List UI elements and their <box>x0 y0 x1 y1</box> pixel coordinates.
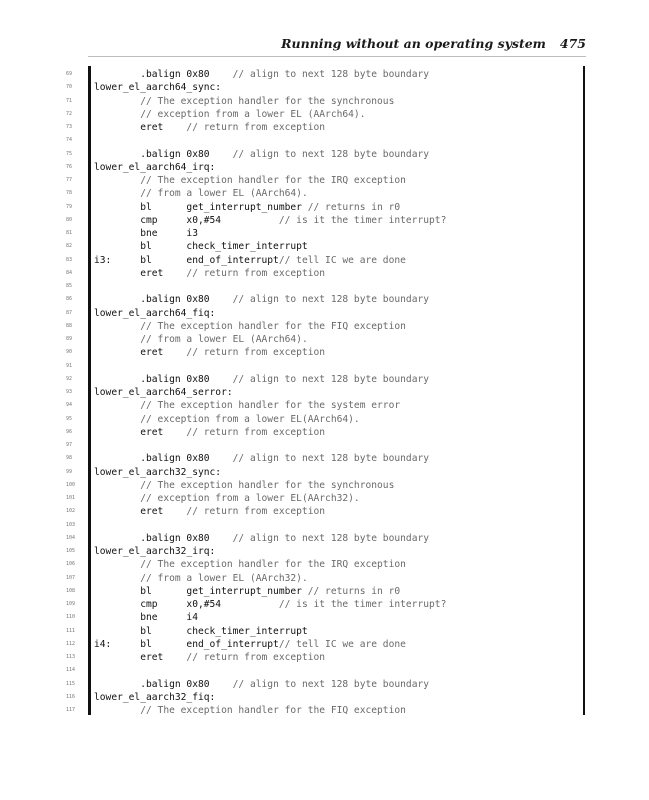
code-text <box>94 532 429 545</box>
code-instruction: bl get_interrupt_number <box>94 201 302 213</box>
code-instruction: lower_el_aarch64_serror: <box>94 387 233 398</box>
code-instruction <box>94 334 140 345</box>
code-line <box>0 240 649 253</box>
code-instruction: .balign 0x80 <box>94 678 210 690</box>
line-number: 114 <box>66 667 76 674</box>
code-line <box>0 201 649 214</box>
line-number: 107 <box>66 574 76 581</box>
line-number: 100 <box>66 481 76 488</box>
code-text <box>94 346 325 359</box>
code-text <box>94 585 400 598</box>
line-number: 96 <box>66 428 73 435</box>
code-instruction: .balign 0x80 <box>94 69 210 80</box>
code-comment: // The exception handler for the synchronous <box>140 479 395 491</box>
code-instruction <box>94 321 140 332</box>
code-instruction <box>94 96 140 107</box>
code-line <box>0 505 649 518</box>
code-text <box>94 307 215 320</box>
code-instruction: cmp x0,#54 <box>94 599 222 610</box>
line-number: 80 <box>66 216 73 223</box>
code-line <box>0 360 649 373</box>
code-line <box>0 254 649 267</box>
code-line <box>0 148 649 161</box>
line-number: 79 <box>66 203 73 210</box>
code-instruction: eret <box>94 506 164 518</box>
code-comment: // The exception handler for the FIQ exception <box>140 320 406 332</box>
line-number: 92 <box>66 375 73 382</box>
code-comment: // return from exception <box>163 426 326 438</box>
code-instruction <box>94 705 140 716</box>
code-instruction <box>94 559 140 570</box>
code-comment: // return from exception <box>163 506 326 518</box>
code-text <box>94 452 429 465</box>
code-instruction: i4: bl end_of_interrupt <box>94 638 279 650</box>
line-number: 73 <box>66 124 73 130</box>
code-comment: // return from exception <box>163 347 326 359</box>
code-comment: // The exception handler for the system error <box>140 400 401 412</box>
code-comment: // tell IC we are done <box>278 638 406 650</box>
code-line <box>0 611 649 624</box>
code-line <box>0 214 649 227</box>
code-text <box>94 638 406 651</box>
code-line <box>0 638 649 651</box>
line-number: 117 <box>66 707 76 713</box>
line-number: 106 <box>66 561 76 568</box>
code-instruction: .balign 0x80 <box>94 148 210 160</box>
code-line <box>0 174 649 187</box>
code-line <box>0 439 649 452</box>
code-instruction: bl get_interrupt_number <box>94 585 302 597</box>
line-number: 72 <box>66 110 73 117</box>
line-number: 95 <box>66 415 73 422</box>
code-instruction: eret <box>94 267 164 279</box>
code-instruction: bl check_timer_interrupt <box>94 241 308 253</box>
code-comment: // returns in r0 <box>301 585 401 597</box>
line-number: 81 <box>66 230 73 236</box>
code-comment: // align to next 128 byte boundary <box>209 148 430 160</box>
code-text <box>94 466 221 479</box>
code-instruction: lower_el_aarch64_sync: <box>94 82 222 94</box>
code-instruction <box>94 188 140 199</box>
code-instruction <box>94 109 140 120</box>
code-instruction <box>94 493 140 504</box>
code-comment: // exception from a lower EL(AArch64). <box>140 413 360 425</box>
code-text <box>94 121 325 134</box>
code-instruction: eret <box>94 347 164 359</box>
code-line <box>0 307 649 320</box>
line-number: 103 <box>66 521 76 528</box>
code-text <box>94 572 308 585</box>
line-number: 105 <box>66 548 76 554</box>
line-number: 78 <box>66 190 73 197</box>
code-comment: // return from exception <box>163 122 326 133</box>
code-line <box>0 651 649 664</box>
code-comment: // return from exception <box>163 267 326 279</box>
code-line <box>0 373 649 386</box>
code-text <box>94 479 394 492</box>
code-text <box>94 95 394 108</box>
code-text <box>94 108 365 121</box>
code-text <box>94 81 221 94</box>
code-comment: // align to next 128 byte boundary <box>209 69 430 80</box>
code-text <box>94 227 198 240</box>
line-number: 93 <box>66 389 73 395</box>
code-comment: // The exception handler for the IRQ exception <box>140 559 406 571</box>
code-instruction: lower_el_aarch32_irq: <box>94 546 216 557</box>
code-line <box>0 413 649 426</box>
code-line <box>0 598 649 611</box>
code-text <box>94 625 308 638</box>
line-number: 76 <box>66 163 73 170</box>
code-text <box>94 201 400 214</box>
code-text <box>94 678 429 691</box>
line-number: 116 <box>66 693 76 700</box>
line-number: 115 <box>66 680 76 687</box>
code-instruction: bne i4 <box>94 612 198 624</box>
code-instruction: .balign 0x80 <box>94 532 210 544</box>
line-number: 85 <box>66 283 73 289</box>
running-header <box>88 36 586 56</box>
code-line <box>0 519 649 532</box>
line-number: 83 <box>66 256 73 263</box>
line-number: 87 <box>66 309 73 316</box>
line-number: 77 <box>66 177 73 183</box>
line-number: 82 <box>66 243 73 250</box>
line-number: 91 <box>66 362 73 369</box>
code-comment: // align to next 128 byte boundary <box>209 294 430 306</box>
code-line <box>0 346 649 359</box>
line-number: 97 <box>66 442 73 448</box>
code-line <box>0 466 649 479</box>
code-instruction <box>94 414 140 425</box>
code-line <box>0 479 649 492</box>
code-line <box>0 227 649 240</box>
code-instruction: bne i3 <box>94 228 198 239</box>
code-instruction: lower_el_aarch64_irq: <box>94 161 216 173</box>
code-listing <box>0 68 649 717</box>
code-text <box>94 240 308 253</box>
code-text <box>94 386 233 399</box>
code-text <box>94 68 429 81</box>
code-text <box>94 492 360 505</box>
code-text <box>94 413 360 426</box>
code-line <box>0 691 649 704</box>
code-comment: // from a lower EL (AArch32). <box>140 572 308 584</box>
code-text <box>94 691 215 704</box>
line-number: 84 <box>66 269 73 276</box>
code-line <box>0 333 649 346</box>
code-text <box>94 293 429 306</box>
code-line <box>0 399 649 412</box>
line-number: 99 <box>66 468 73 475</box>
code-instruction: .balign 0x80 <box>94 373 210 385</box>
code-comment: // align to next 128 byte boundary <box>209 532 430 544</box>
code-text <box>94 651 325 664</box>
code-line <box>0 386 649 399</box>
line-number: 74 <box>66 137 73 144</box>
code-comment: // The exception handler for the synchronous <box>140 95 395 107</box>
code-line <box>0 664 649 677</box>
code-comment: // returns in r0 <box>301 201 401 213</box>
code-text <box>94 426 325 439</box>
code-line <box>0 572 649 585</box>
line-number: 88 <box>66 322 73 329</box>
code-comment: // return from exception <box>163 652 326 663</box>
line-number: 112 <box>66 640 76 647</box>
code-instruction <box>94 175 140 186</box>
code-text <box>94 187 308 200</box>
code-instruction <box>94 400 140 411</box>
code-text <box>94 505 325 518</box>
code-comment: // is it the timer interrupt? <box>221 214 447 226</box>
code-line <box>0 108 649 121</box>
code-text <box>94 704 406 717</box>
code-line <box>0 320 649 333</box>
line-number: 71 <box>66 97 73 104</box>
code-comment: // exception from a lower EL(AArch32). <box>140 493 360 504</box>
line-number: 109 <box>66 601 76 607</box>
code-text <box>94 161 215 174</box>
code-line <box>0 426 649 439</box>
code-line <box>0 452 649 465</box>
code-instruction: .balign 0x80 <box>94 453 210 465</box>
line-number: 89 <box>66 336 73 342</box>
code-instruction: lower_el_aarch32_fiq: <box>94 691 216 703</box>
code-comment: // The exception handler for the FIQ exception <box>140 705 406 716</box>
code-instruction: cmp x0,#54 <box>94 214 222 226</box>
code-instruction: eret <box>94 122 164 133</box>
code-comment: // from a lower EL (AArch64). <box>140 334 308 345</box>
code-line <box>0 267 649 280</box>
line-number: 102 <box>66 508 76 515</box>
line-number: 111 <box>66 627 76 634</box>
code-comment: // The exception handler for the IRQ exception <box>140 175 406 186</box>
code-line <box>0 704 649 717</box>
code-line <box>0 585 649 598</box>
code-line <box>0 532 649 545</box>
code-line <box>0 95 649 108</box>
code-instruction: i3: bl end_of_interrupt <box>94 254 279 266</box>
code-comment: // from a lower EL (AArch64). <box>140 188 308 200</box>
line-number: 104 <box>66 534 76 541</box>
code-instruction <box>94 480 140 491</box>
code-instruction: lower_el_aarch32_sync: <box>94 466 222 478</box>
code-line <box>0 545 649 558</box>
code-instruction <box>94 573 140 584</box>
code-comment: // align to next 128 byte boundary <box>209 678 430 690</box>
code-line <box>0 68 649 81</box>
code-text <box>94 611 198 624</box>
header-rule <box>88 56 586 57</box>
code-instruction: bl check_timer_interrupt <box>94 625 308 637</box>
code-line <box>0 293 649 306</box>
code-instruction: .balign 0x80 <box>94 294 210 306</box>
code-text <box>94 174 406 187</box>
code-text <box>94 333 308 346</box>
code-line <box>0 558 649 571</box>
line-number: 70 <box>66 84 73 91</box>
code-line <box>0 678 649 691</box>
line-number: 98 <box>66 455 73 462</box>
code-text <box>94 254 406 267</box>
code-line <box>0 121 649 134</box>
code-text <box>94 399 400 412</box>
page-number: 475 <box>559 36 586 51</box>
code-comment: // align to next 128 byte boundary <box>209 453 430 465</box>
code-text <box>94 267 325 280</box>
code-text <box>94 320 406 333</box>
code-line <box>0 280 649 293</box>
code-line <box>0 187 649 200</box>
line-number: 94 <box>66 402 73 409</box>
running-title: Running without an operating system <box>281 36 546 51</box>
line-number: 108 <box>66 587 76 594</box>
code-instruction: eret <box>94 652 164 663</box>
line-number: 113 <box>66 654 76 660</box>
code-comment: // tell IC we are done <box>278 254 406 266</box>
line-number: 90 <box>66 349 73 356</box>
code-text <box>94 558 406 571</box>
code-text <box>94 373 429 386</box>
line-number: 110 <box>66 614 76 621</box>
line-number: 69 <box>66 71 73 77</box>
code-line <box>0 625 649 638</box>
code-line <box>0 134 649 147</box>
code-line <box>0 161 649 174</box>
line-number: 86 <box>66 296 73 303</box>
code-line <box>0 492 649 505</box>
code-instruction: lower_el_aarch64_fiq: <box>94 307 216 319</box>
code-text <box>94 598 446 611</box>
code-instruction: eret <box>94 426 164 438</box>
code-text <box>94 148 429 161</box>
code-comment: // exception from a lower EL (AArch64). <box>140 108 366 120</box>
code-text <box>94 214 446 227</box>
code-comment: // is it the timer interrupt? <box>221 599 447 610</box>
line-number: 75 <box>66 150 73 157</box>
line-number: 101 <box>66 495 76 501</box>
code-comment: // align to next 128 byte boundary <box>209 373 430 385</box>
code-line <box>0 81 649 94</box>
code-text <box>94 545 215 558</box>
